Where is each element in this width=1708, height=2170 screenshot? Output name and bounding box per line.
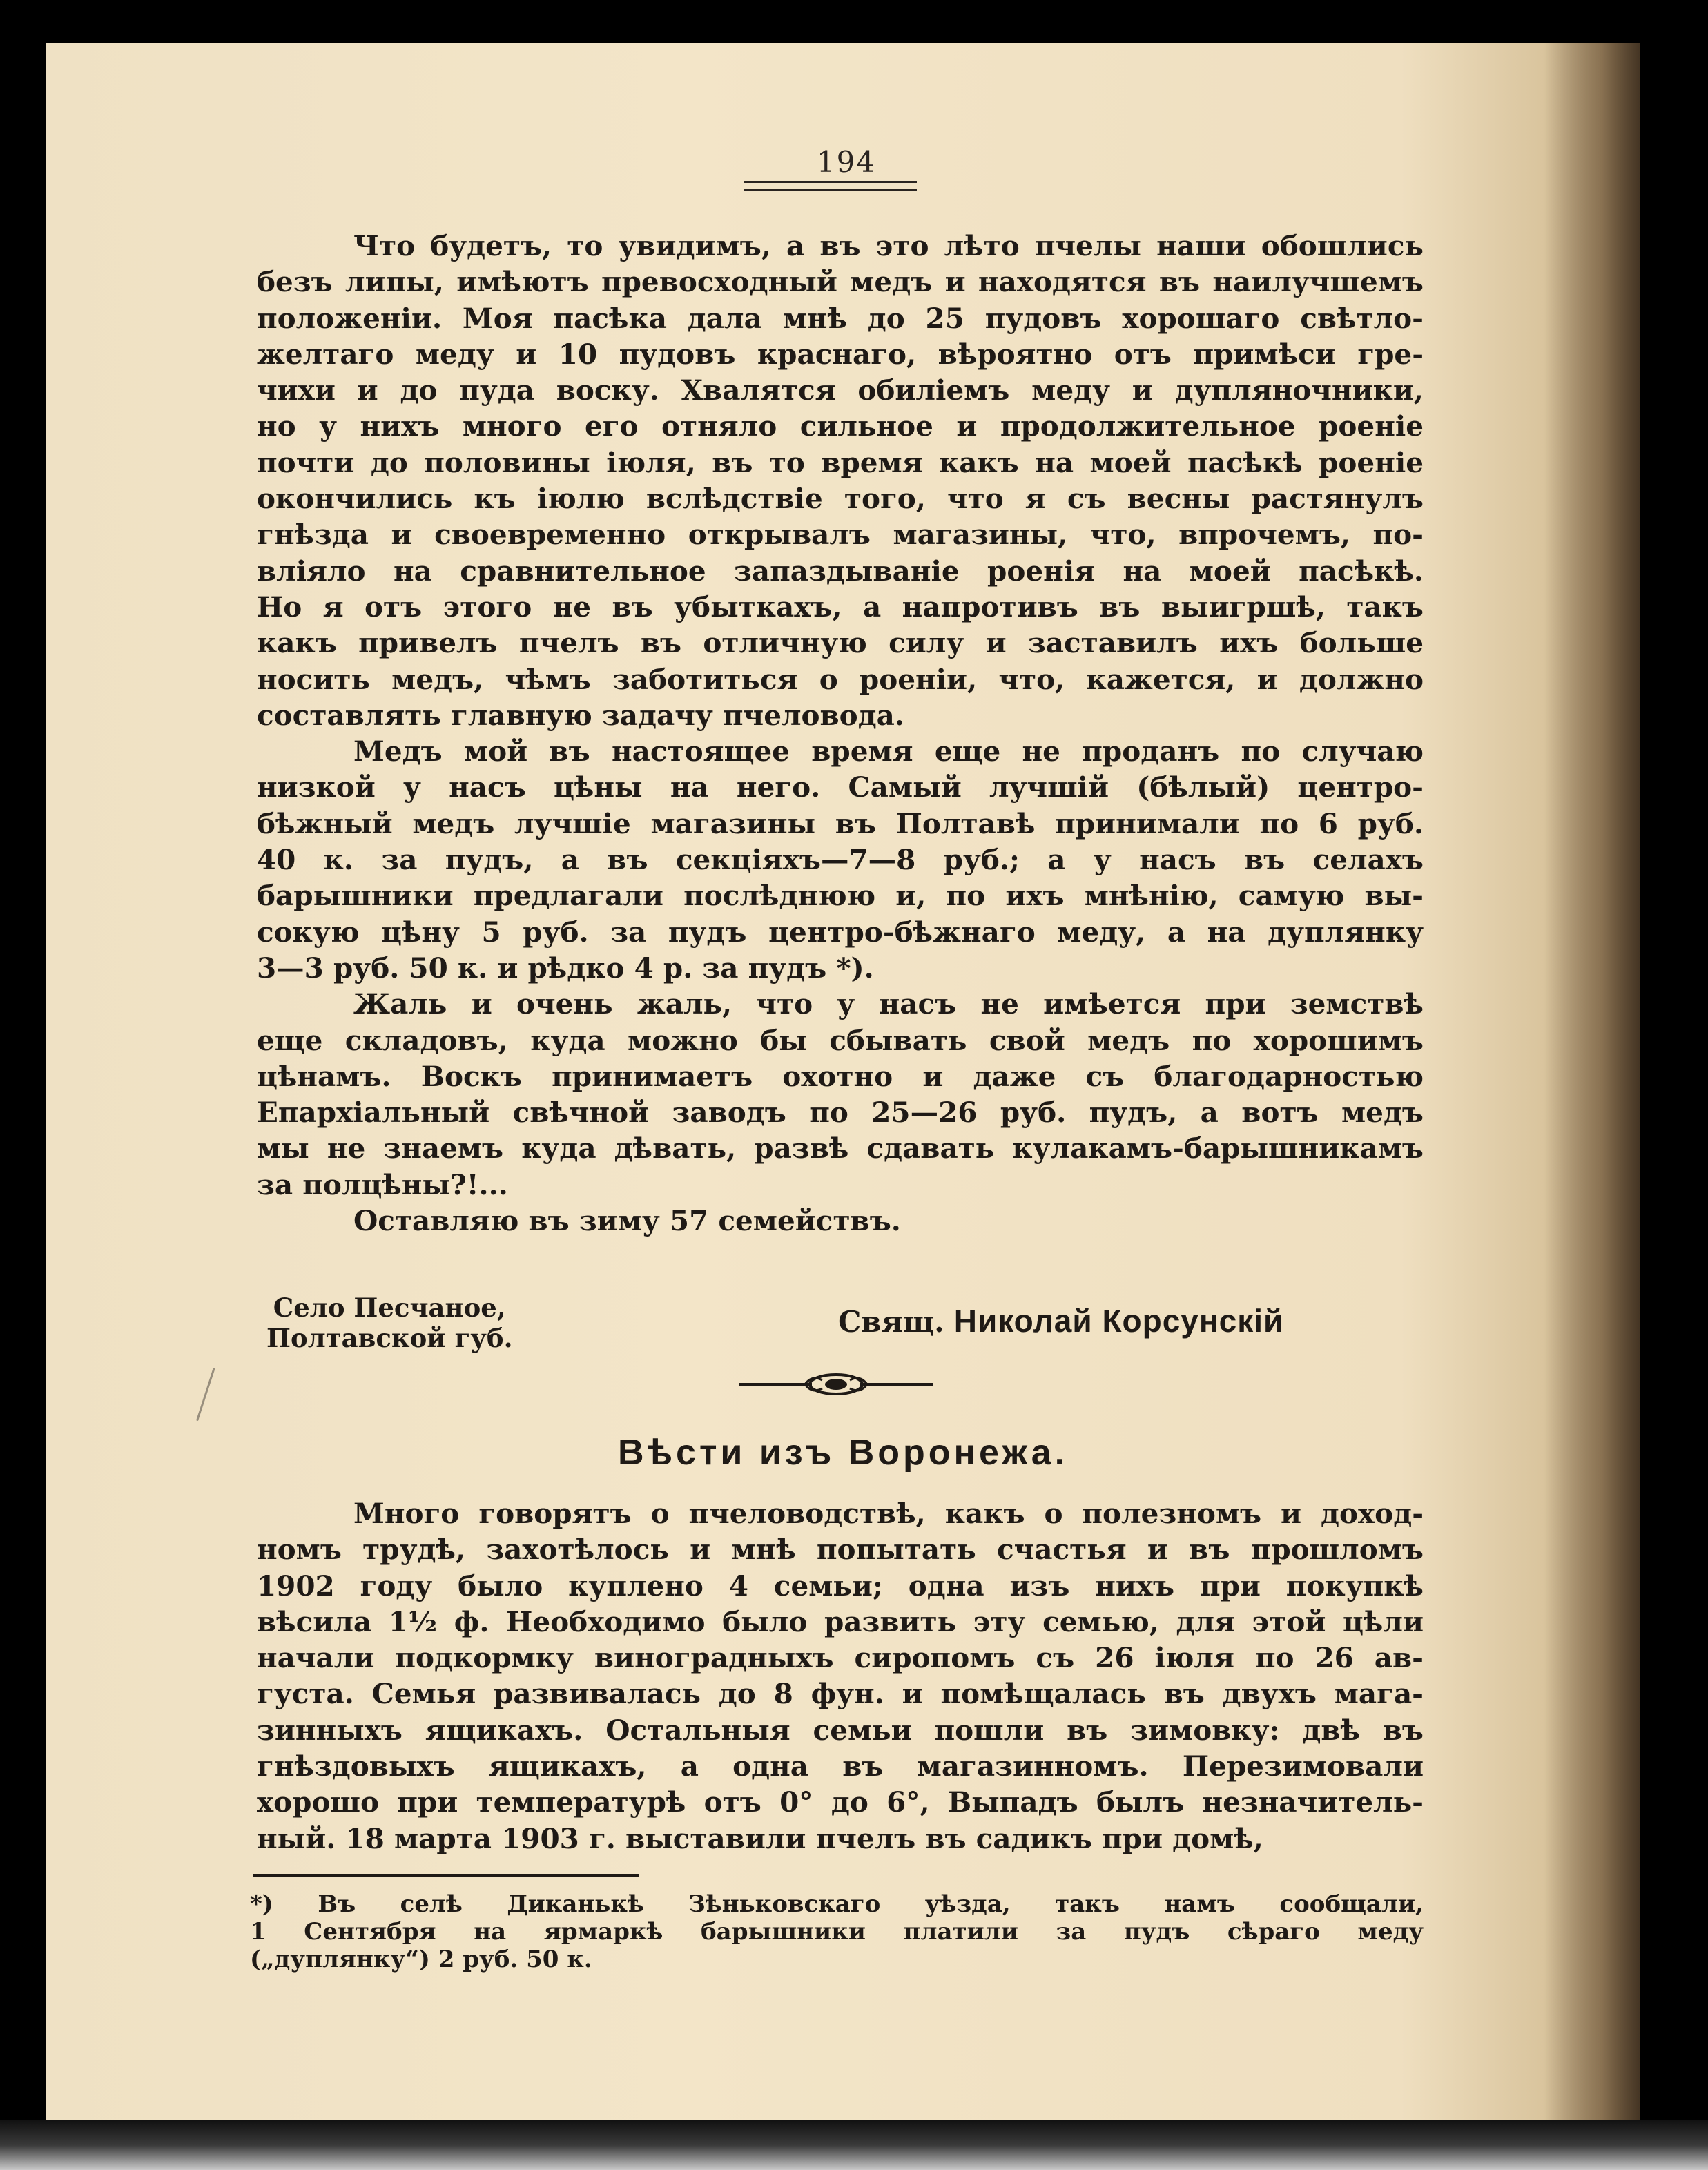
text-line: номъ трудѣ, захотѣлось и мнѣ попытать счастья и въ прошломъ — [257, 1533, 1424, 1567]
text-line: мы не знаемъ куда дѣвать, развѣ сдавать кулакамъ-барышникамъ — [257, 1132, 1424, 1165]
footnote — [250, 1890, 1424, 1973]
text-line: но у нихъ много его отняло сильное и продолжительное роеніе — [257, 409, 1424, 443]
pencil-mark — [196, 1368, 226, 1424]
footnote-line: 1 Сентября на ярмаркѣ барышники платили за пудъ сѣраго меду — [250, 1918, 1424, 1946]
text-line: безъ липы, имѣютъ превосходный медъ и находятся въ наилучшемъ — [257, 265, 1424, 299]
signature-place — [266, 1292, 513, 1353]
text-line: почти до половины іюля, въ то время какъ на моей пасѣкѣ роеніе — [257, 445, 1424, 479]
text-line: гнѣзда и своевременно открывалъ магазины, что, впрочемъ, по- — [257, 518, 1424, 552]
signature-name: Николай Корсунскій — [953, 1303, 1284, 1339]
page-spine-shadow — [1544, 43, 1640, 2121]
text-line: Много говорятъ о пчеловодствѣ, какъ о полезномъ и доход- — [353, 1497, 1424, 1530]
text-line: еще складовъ, куда можно бы сбывать свой медъ по хорошимъ — [257, 1023, 1424, 1057]
text-line: Медъ мой въ настоящее время еще не проданъ по случаю — [353, 735, 1424, 768]
text-line: Жаль и очень жаль, что у насъ не имѣется при земствѣ — [353, 987, 1424, 1021]
article-heading: Вѣсти изъ Воронежа. — [617, 1433, 1069, 1473]
text-line: начали подкормку виноградныхъ сиропомъ съ 26 іюля по 26 ав- — [257, 1641, 1424, 1675]
text-line: желтаго меду и 10 пудовъ краснаго, вѣроятно отъ примѣси гре- — [257, 337, 1424, 371]
text-line: носить медъ, чѣмъ заботиться о роеніи, что, кажется, и должно — [257, 662, 1424, 696]
text-line: гнѣздовыхъ ящикахъ, а одна въ магазинномъ. Перезимовали — [257, 1750, 1424, 1783]
text-line: за полцѣны?!... — [257, 1168, 508, 1201]
text-line: положеніи. Моя пасѣка дала мнѣ до 25 пудовъ хорошаго свѣтло- — [257, 301, 1424, 335]
text-line: цѣнамъ. Воскъ принимаетъ охотно и даже съ благодарностью — [257, 1059, 1424, 1093]
text-line: 40 к. за пудъ, а въ секціяхъ—7—8 руб.; а у насъ въ селахъ — [257, 843, 1424, 877]
text-line: барышники предлагали послѣднюю и, по ихъ мнѣнію, самую вы- — [257, 879, 1424, 913]
page-number: 194 — [816, 145, 877, 179]
text-line: сокую цѣну 5 руб. за пудъ центро-бѣжнаго меду, а на дуплянку — [257, 915, 1424, 949]
signature-author — [838, 1302, 1283, 1339]
ornament-divider — [736, 1367, 936, 1402]
text-line: бѣжный медъ лучшіе магазины въ Полтавѣ принимали по 6 руб. — [257, 806, 1424, 840]
footnote-line: („дуплянку“) 2 руб. 50 к. — [250, 1946, 592, 1973]
article-body — [257, 1495, 1424, 1857]
text-line: ный. 18 марта 1903 г. выставили пчелъ въ садикъ при домѣ, — [257, 1821, 1263, 1855]
book-page — [46, 43, 1640, 2121]
text-line: вѣсила 1½ ф. Необходимо было развить эту семью, для этой цѣли — [257, 1605, 1424, 1638]
text-line: Оставляю въ зиму 57 семействъ. — [353, 1204, 901, 1238]
text-line: чихи и до пуда воску. Хвалятся обиліемъ меду и дупляночники, — [257, 374, 1424, 407]
text-line: вліяло на сравнительное запаздываніе роенія на моей пасѣкѣ. — [257, 554, 1424, 588]
text-line: 3—3 руб. 50 к. и рѣдко 4 р. за пудъ *). — [257, 951, 874, 985]
text-line: зинныхъ ящикахъ. Остальныя семьи пошли въ зимовку: двѣ въ — [257, 1713, 1424, 1747]
signature-place-line2: Полтавской губ. — [266, 1323, 513, 1353]
text-line: 1902 году было куплено 4 семьи; одна изъ нихъ при покупкѣ — [257, 1569, 1424, 1602]
signature-title: Свящ. — [838, 1305, 944, 1339]
text-line: составлять главную задачу пчеловода. — [257, 698, 905, 732]
text-line: Епархіальный свѣчной заводъ по 25—26 руб. пудъ, а вотъ медъ — [257, 1096, 1424, 1130]
text-line: какъ привелъ пчелъ въ отличную силу и заставилъ ихъ больше — [257, 626, 1424, 660]
page-number-rule — [744, 181, 917, 191]
text-line: низкой у насъ цѣны на него. Самый лучшій (бѣлый) центро- — [257, 771, 1424, 804]
text-line: Что будетъ, то увидимъ, а въ это лѣто пчелы наши обошлись — [353, 229, 1424, 262]
text-line: окончились къ іюлю вслѣдствіе того, что я съ весны растянулъ — [257, 482, 1424, 516]
footnote-rule — [253, 1874, 639, 1877]
text-line: Но я отъ этого не въ убыткахъ, а напротивъ въ выигршѣ, такъ — [257, 590, 1424, 623]
scan-bottom-edge — [0, 2120, 1708, 2170]
footnote-line: *) Въ селѣ Диканькѣ Зѣньковскаго уѣзда, такъ намъ сообщали, — [250, 1890, 1424, 1918]
text-line: густа. Семья развивалась до 8 фун. и помѣщалась въ двухъ мага- — [257, 1677, 1424, 1711]
letter-body — [257, 228, 1424, 1239]
signature-place-line1: Село Песчаное, — [273, 1292, 506, 1323]
text-line: хорошо при температурѣ отъ 0° до 6°, Выпадъ былъ незначитель- — [257, 1785, 1424, 1819]
